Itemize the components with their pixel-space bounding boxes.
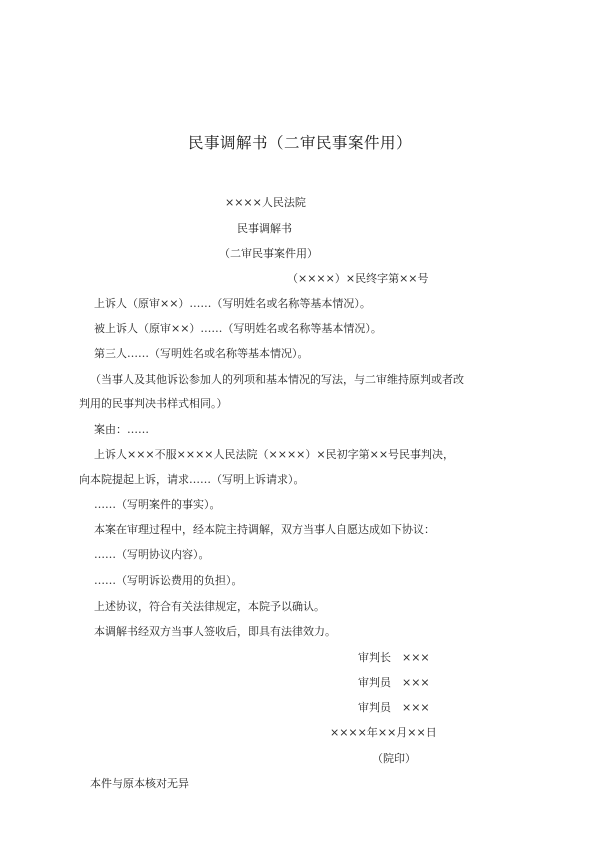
signature-date: ××××年××月××日: [330, 726, 437, 739]
appeal-line-2: 向本院提起上诉，请求……（写明上诉请求）。: [79, 473, 305, 486]
confirm-line: 上述协议，符合有关法律规定，本院予以确认。: [94, 600, 325, 613]
verification-note: 本件与原本核对无异: [90, 777, 189, 790]
case-number: （××××）×民终字第××号: [287, 272, 429, 285]
document-name: 民事调解书: [237, 222, 292, 235]
effect-line: 本调解书经双方当事人签收后，即具有法律效力。: [94, 625, 336, 638]
judge-signature-1: 审判员 ×××: [358, 676, 430, 689]
third-party-line: 第三人……（写明姓名或名称等基本情况）。: [94, 347, 309, 360]
document-type: （二审民事案件用）: [219, 247, 318, 260]
court-name: ××××人民法院: [225, 196, 306, 209]
appellee-line: 被上诉人（原审××）……（写明姓名或名称等基本情况）。: [94, 322, 382, 335]
appeal-line-1: 上诉人×××不服××××人民法院（××××）×民初字第××号民事判决，: [94, 448, 455, 461]
agreement-line: ……（写明协议内容）。: [94, 548, 210, 561]
facts-line: ……（写明案件的事实）。: [94, 498, 221, 511]
party-note-line-1: （当事人及其他诉讼参加人的列项和基本情况的写法，与二审维持原判或者改: [90, 373, 464, 386]
judge-signature-2: 审判员 ×××: [358, 701, 430, 714]
chief-judge-signature: 审判长 ×××: [358, 651, 430, 664]
cause-line: 案由：……: [94, 423, 149, 436]
mediation-line: 本案在审理过程中，经本院主持调解，双方当事人自愿达成如下协议：: [94, 523, 435, 536]
court-seal: （院印）: [372, 752, 416, 765]
appellant-line: 上诉人（原审××）……（写明姓名或名称等基本情况）。: [94, 297, 371, 310]
document-title: 民事调解书（二审民事案件用）: [187, 134, 412, 152]
costs-line: ……（写明诉讼费用的负担）。: [94, 574, 243, 587]
party-note-line-2: 判用的民事判决书样式相同。）: [79, 397, 228, 410]
